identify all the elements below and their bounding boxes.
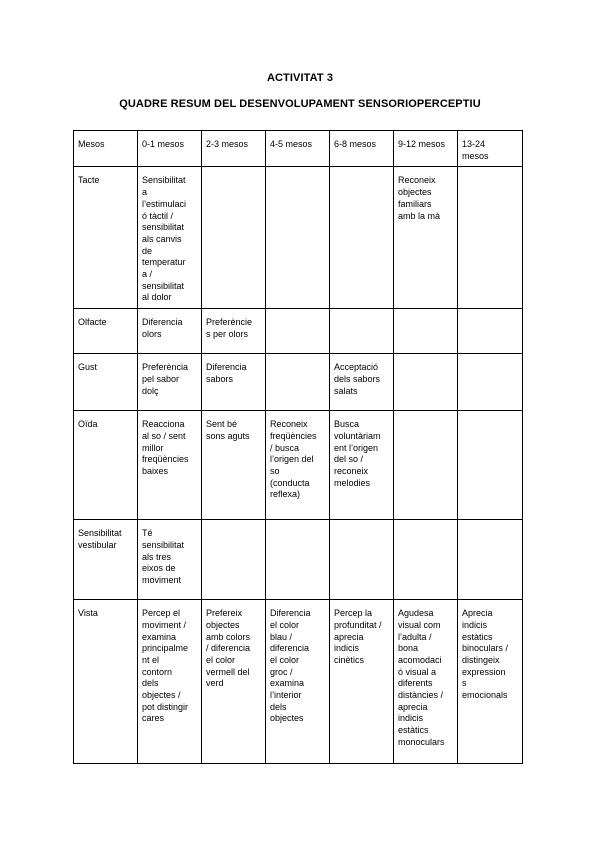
row-label-cell: Olfacte [74,309,138,354]
table-cell [394,354,458,411]
row-label-cell: Sensibilitat vestibular [74,520,138,600]
table-row [74,309,523,354]
row-label-cell: Oïda [74,411,138,520]
header-cell: 9-12 mesos [394,131,458,167]
table-cell [202,167,266,309]
table-cell: Sent bé sons aguts [202,411,266,520]
table-cell [330,309,394,354]
table-cell: Diferencia olors [138,309,202,354]
table-row [74,167,523,309]
development-summary-table [73,130,523,764]
table-cell: Prefereix objectes amb colors / diferencia el color vermell del verd [202,600,266,764]
table-cell: Sensibilitat a l’estimulaci ó tàctil / sensibilitat als canvis de temperatur a / sensibilitat al dolor [138,167,202,309]
table-cell: Reacciona al so / sent millor freqüències baixes [138,411,202,520]
row-label-cell: Gust [74,354,138,411]
table-cell: Percep el moviment / examina principalme nt el contorn dels objectes / pot distingir cares [138,600,202,764]
table-row [74,354,523,411]
table-cell: Acceptació dels sabors salats [330,354,394,411]
table-cell [330,167,394,309]
row-label-cell: Vista [74,600,138,764]
table-cell [266,167,330,309]
table-cell [394,309,458,354]
header-cell: 2-3 mesos [202,131,266,167]
table-cell: Reconeix freqüències / busca l’origen del so (conducta reflexa) [266,411,330,520]
table-cell [458,167,523,309]
table-cell [458,520,523,600]
table-cell: Diferencia el color blau / diferencia el color groc / examina l’interior dels objectes [266,600,330,764]
table-row [74,411,523,520]
table-cell: Preferència pel sabor dolç [138,354,202,411]
table-cell: Preferèncie s per olors [202,309,266,354]
table-cell: Aprecia indicis estàtics binoculars / distingeix expression s emocionals [458,600,523,764]
table-cell: Diferencia sabors [202,354,266,411]
table-cell: Reconeix objectes familiars amb la mà [394,167,458,309]
row-label-cell: Tacte [74,167,138,309]
table-cell [266,354,330,411]
activity-heading: ACTIVITAT 3 [266,72,334,84]
table-cell [394,411,458,520]
table-header-row [74,131,523,167]
table-cell [394,520,458,600]
header-cell: 0-1 mesos [138,131,202,167]
table-cell [266,520,330,600]
table-cell: Percep la profunditat / aprecia indicis cinètics [330,600,394,764]
document-title: QUADRE RESUM DEL DESENVOLUPAMENT SENSORIOPERCEPTIU [119,98,481,110]
table-cell: Té sensibilitat als tres eixos de moviment [138,520,202,600]
header-cell: 13-24 mesos [458,131,523,167]
table-cell: Busca voluntàriam ent l’origen del so / reconeix melodies [330,411,394,520]
table-cell [458,309,523,354]
header-cell: 6-8 mesos [330,131,394,167]
table-row [74,600,523,764]
header-cell: Mesos [74,131,138,167]
table-cell [458,411,523,520]
table-cell: Agudesa visual com l’adulta / bona acomodaci ó visual a diferents distàncies / aprecia indicis estàtics monoculars [394,600,458,764]
table-cell [330,520,394,600]
table-cell [458,354,523,411]
table-cell [202,520,266,600]
header-cell: 4-5 mesos [266,131,330,167]
table-row [74,520,523,600]
table-cell [266,309,330,354]
